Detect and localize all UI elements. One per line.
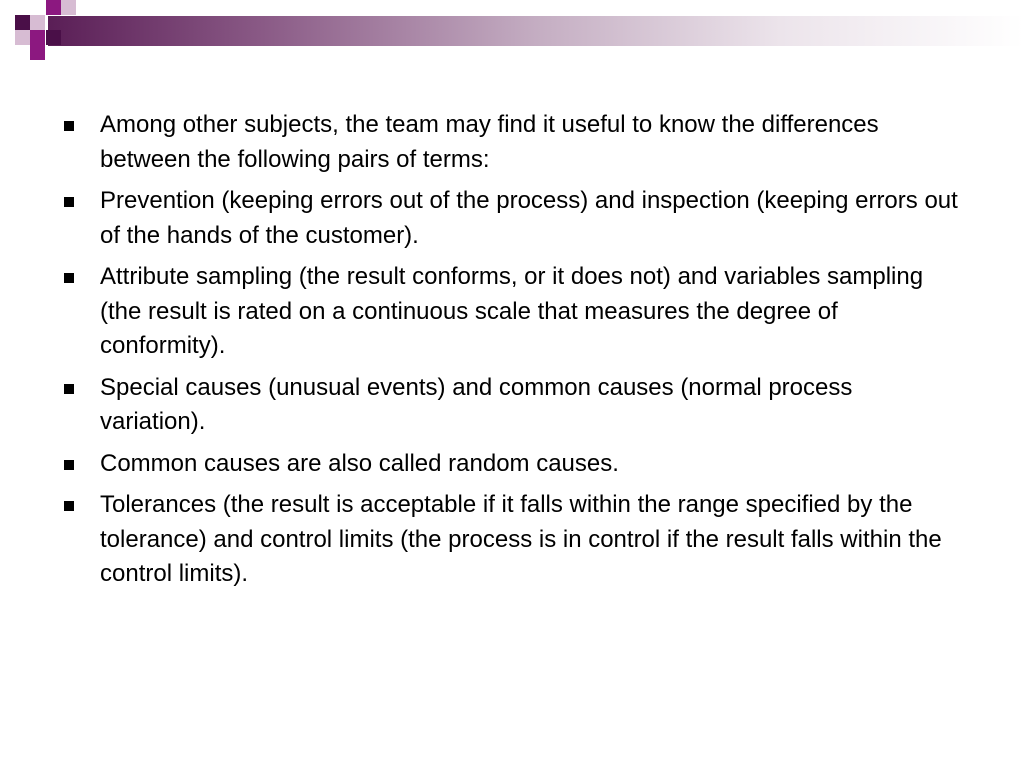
- decor-square: [30, 30, 45, 45]
- header-decoration: [0, 0, 1024, 62]
- square-bullet-icon: [64, 460, 74, 470]
- square-bullet-icon: [64, 273, 74, 283]
- bullet-item: [62, 371, 962, 440]
- bullet-list: [62, 108, 962, 592]
- decor-square: [15, 30, 30, 45]
- bullet-item: [62, 108, 962, 177]
- bullet-text: Prevention (keeping errors out of the process) and inspection (keeping errors out of the hands of the customer).: [100, 187, 958, 249]
- square-bullet-icon: [64, 121, 74, 131]
- header-gradient-bar: [48, 16, 1024, 46]
- decor-square: [61, 0, 76, 15]
- bullet-text: Special causes (unusual events) and common causes (normal process variation).: [100, 373, 853, 435]
- decor-square: [30, 15, 45, 30]
- bullet-item: [62, 488, 962, 592]
- decor-square: [15, 15, 30, 30]
- square-bullet-icon: [64, 384, 74, 394]
- bullet-item: [62, 447, 962, 482]
- decor-square: [46, 30, 61, 45]
- square-bullet-icon: [64, 197, 74, 207]
- bullet-item: [62, 260, 962, 364]
- bullet-text: Tolerances (the result is acceptable if it falls within the range specified by the tolerance) and control limits (the process is in control if the result falls within the control limits).: [100, 491, 942, 587]
- decor-square: [46, 0, 61, 15]
- decor-square: [30, 45, 45, 60]
- slide-body: [62, 108, 962, 599]
- bullet-item: [62, 184, 962, 253]
- bullet-text: Among other subjects, the team may find it useful to know the differences between the following pairs of terms:: [100, 111, 879, 173]
- bullet-text: Attribute sampling (the result conforms, or it does not) and variables sampling (the result is rated on a continuous scale that measures the degree of conformity).: [100, 263, 924, 359]
- square-bullet-icon: [64, 501, 74, 511]
- bullet-text: Common causes are also called random causes.: [100, 449, 619, 477]
